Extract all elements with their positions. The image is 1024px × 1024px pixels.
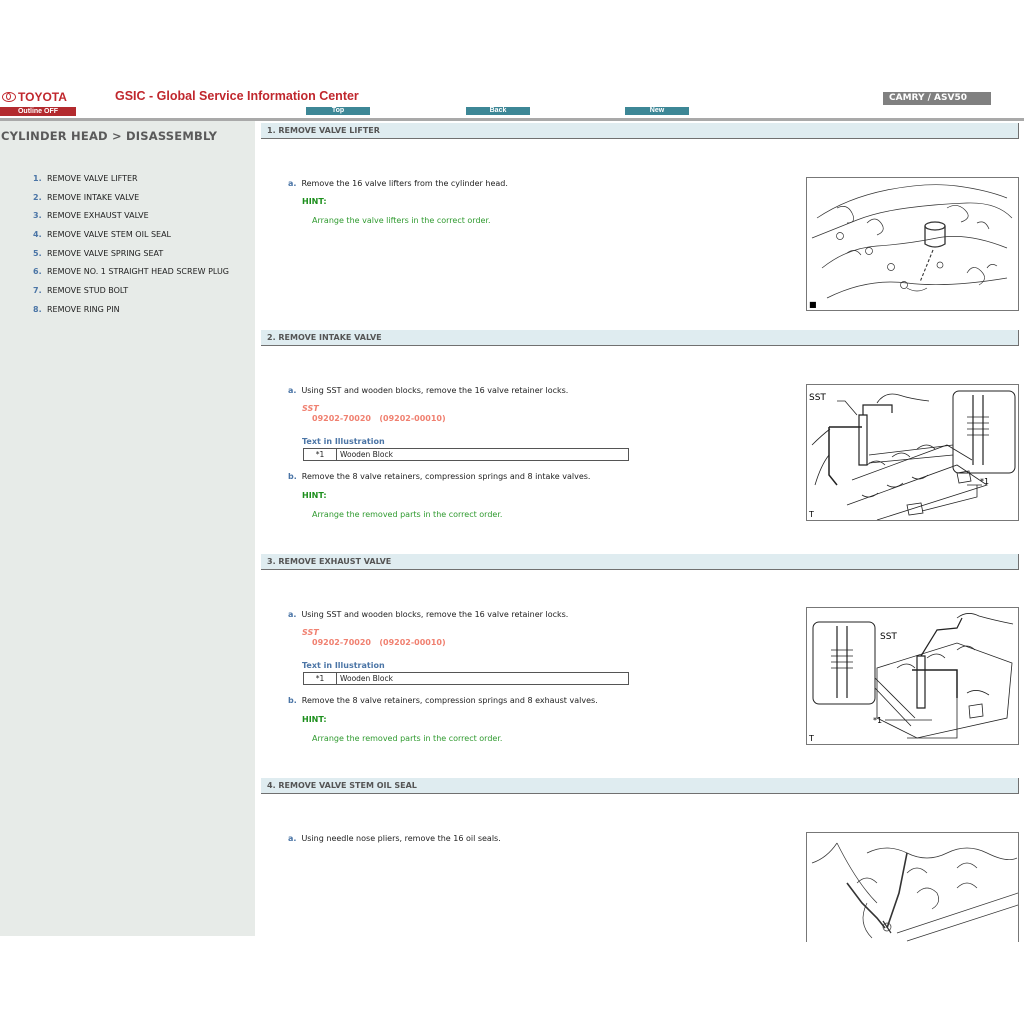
figure-corner-mark: T: [809, 734, 814, 743]
step-text: Remove the 16 valve lifters from the cylinder head.: [301, 179, 508, 188]
section-heading-remove-exhaust-valve: 3. REMOVE EXHAUST VALVE: [261, 554, 1019, 570]
toc-label[interactable]: REMOVE INTAKE VALVE: [47, 192, 140, 202]
step-b: [288, 696, 598, 705]
header: [0, 88, 1024, 118]
section-heading-remove-intake-valve: 2. REMOVE INTAKE VALVE: [261, 330, 1019, 346]
legend-value: Wooden Block: [340, 450, 393, 459]
step-label: a.: [288, 834, 297, 843]
step-text: Using SST and wooden blocks, remove the 16 valve retainer locks.: [301, 386, 569, 395]
hint-text: Arrange the removed parts in the correct order.: [312, 734, 503, 743]
figure-corner-mark: T: [809, 510, 814, 519]
sidebar: [0, 121, 255, 936]
toc-item-remove-exhaust-valve[interactable]: [33, 211, 229, 230]
toc-label[interactable]: REMOVE VALVE SPRING SEAT: [47, 248, 164, 258]
illustration-legend-table: [303, 672, 629, 685]
back-button[interactable]: Back: [466, 107, 530, 115]
step-text: Using needle nose pliers, remove the 16 oil seals.: [301, 834, 501, 843]
step-a: [288, 179, 508, 188]
top-button[interactable]: Top: [306, 107, 370, 115]
toc-number: 6.: [33, 267, 42, 277]
hint-text: Arrange the removed parts in the correct order.: [312, 510, 503, 519]
oil-seal-pliers-illustration: [806, 832, 1019, 942]
toc-number: 5.: [33, 248, 42, 258]
page-title: CYLINDER HEAD > DISASSEMBLY: [1, 129, 218, 143]
legend-key: *1: [304, 673, 337, 684]
text-in-illustration-heading: Text in Illustration: [302, 661, 385, 670]
section-heading-remove-valve-lifter: 1. REMOVE VALVE LIFTER: [261, 123, 1019, 139]
wooden-block-callout: *1: [873, 716, 883, 725]
step-a: [288, 834, 501, 843]
legend-value: Wooden Block: [340, 674, 393, 683]
app-title: GSIC - Global Service Information Center: [115, 89, 359, 103]
legend-key: *1: [304, 449, 337, 460]
toc-item-remove-screw-plug[interactable]: [33, 267, 229, 286]
hint-text: Arrange the valve lifters in the correct order.: [312, 216, 491, 225]
toc-number: 8.: [33, 304, 42, 314]
exhaust-valve-sst-illustration: [806, 607, 1019, 745]
step-text: Using SST and wooden blocks, remove the 16 valve retainer locks.: [301, 610, 569, 619]
toyota-logo: [2, 90, 67, 104]
step-b: [288, 472, 590, 481]
table-of-contents: [33, 174, 229, 324]
toc-number: 2.: [33, 192, 42, 202]
step-label: a.: [288, 386, 297, 395]
section-heading-remove-valve-stem-oil-seal: 4. REMOVE VALVE STEM OIL SEAL: [261, 778, 1019, 794]
toc-number: 3.: [33, 211, 42, 221]
hint-heading: HINT:: [302, 715, 327, 724]
toc-number: 1.: [33, 174, 42, 183]
figure-corner-mark: ■: [809, 300, 817, 309]
toc-item-remove-valve-lifter[interactable]: [33, 174, 229, 193]
valve-lifter-illustration: [806, 177, 1019, 311]
hint-heading: HINT:: [302, 491, 327, 500]
toc-label[interactable]: REMOVE VALVE STEM OIL SEAL: [47, 230, 172, 240]
vehicle-model-badge: CAMRY / ASV50: [883, 92, 991, 105]
toc-item-remove-intake-valve[interactable]: [33, 193, 229, 212]
toyota-emblem-icon: [2, 92, 16, 102]
toc-label[interactable]: REMOVE VALVE LIFTER: [47, 174, 138, 183]
outline-toggle-button[interactable]: Outline OFF: [0, 107, 76, 116]
wooden-block-callout: *1: [980, 477, 990, 486]
step-label: b.: [288, 696, 297, 705]
step-text: Remove the 8 valve retainers, compression springs and 8 exhaust valves.: [301, 696, 598, 705]
toc-label[interactable]: REMOVE NO. 1 STRAIGHT HEAD SCREW PLUG: [47, 267, 230, 277]
brand-name: TOYOTA: [18, 90, 67, 104]
sst-callout: SST: [809, 393, 826, 403]
toc-number: 4.: [33, 230, 42, 240]
text-in-illustration-heading: Text in Illustration: [302, 437, 385, 446]
sst-part-numbers: 09202-70020 (09202-00010): [312, 638, 446, 647]
toc-item-remove-ring-pin[interactable]: [33, 305, 229, 324]
sst-label: SST: [302, 628, 319, 637]
step-a: [288, 386, 568, 395]
toc-label[interactable]: REMOVE STUD BOLT: [47, 286, 129, 296]
new-button[interactable]: New: [625, 107, 689, 115]
hint-heading: HINT:: [302, 197, 327, 206]
toc-item-remove-valve-stem-oil-seal[interactable]: [33, 230, 229, 249]
toc-number: 7.: [33, 286, 42, 296]
toc-item-remove-valve-spring-seat[interactable]: [33, 249, 229, 268]
toc-item-remove-stud-bolt[interactable]: [33, 286, 229, 305]
step-text: Remove the 8 valve retainers, compression springs and 8 intake valves.: [301, 472, 591, 481]
illustration-legend-table: [303, 448, 629, 461]
step-a: [288, 610, 568, 619]
toc-label[interactable]: REMOVE EXHAUST VALVE: [47, 211, 149, 221]
sst-label: SST: [302, 404, 319, 413]
step-label: a.: [288, 179, 297, 188]
intake-valve-sst-illustration: [806, 384, 1019, 521]
sst-part-numbers: 09202-70020 (09202-00010): [312, 414, 446, 423]
step-label: b.: [288, 472, 297, 481]
sst-callout: SST: [880, 632, 897, 642]
step-label: a.: [288, 610, 297, 619]
toc-label[interactable]: REMOVE RING PIN: [47, 304, 120, 314]
